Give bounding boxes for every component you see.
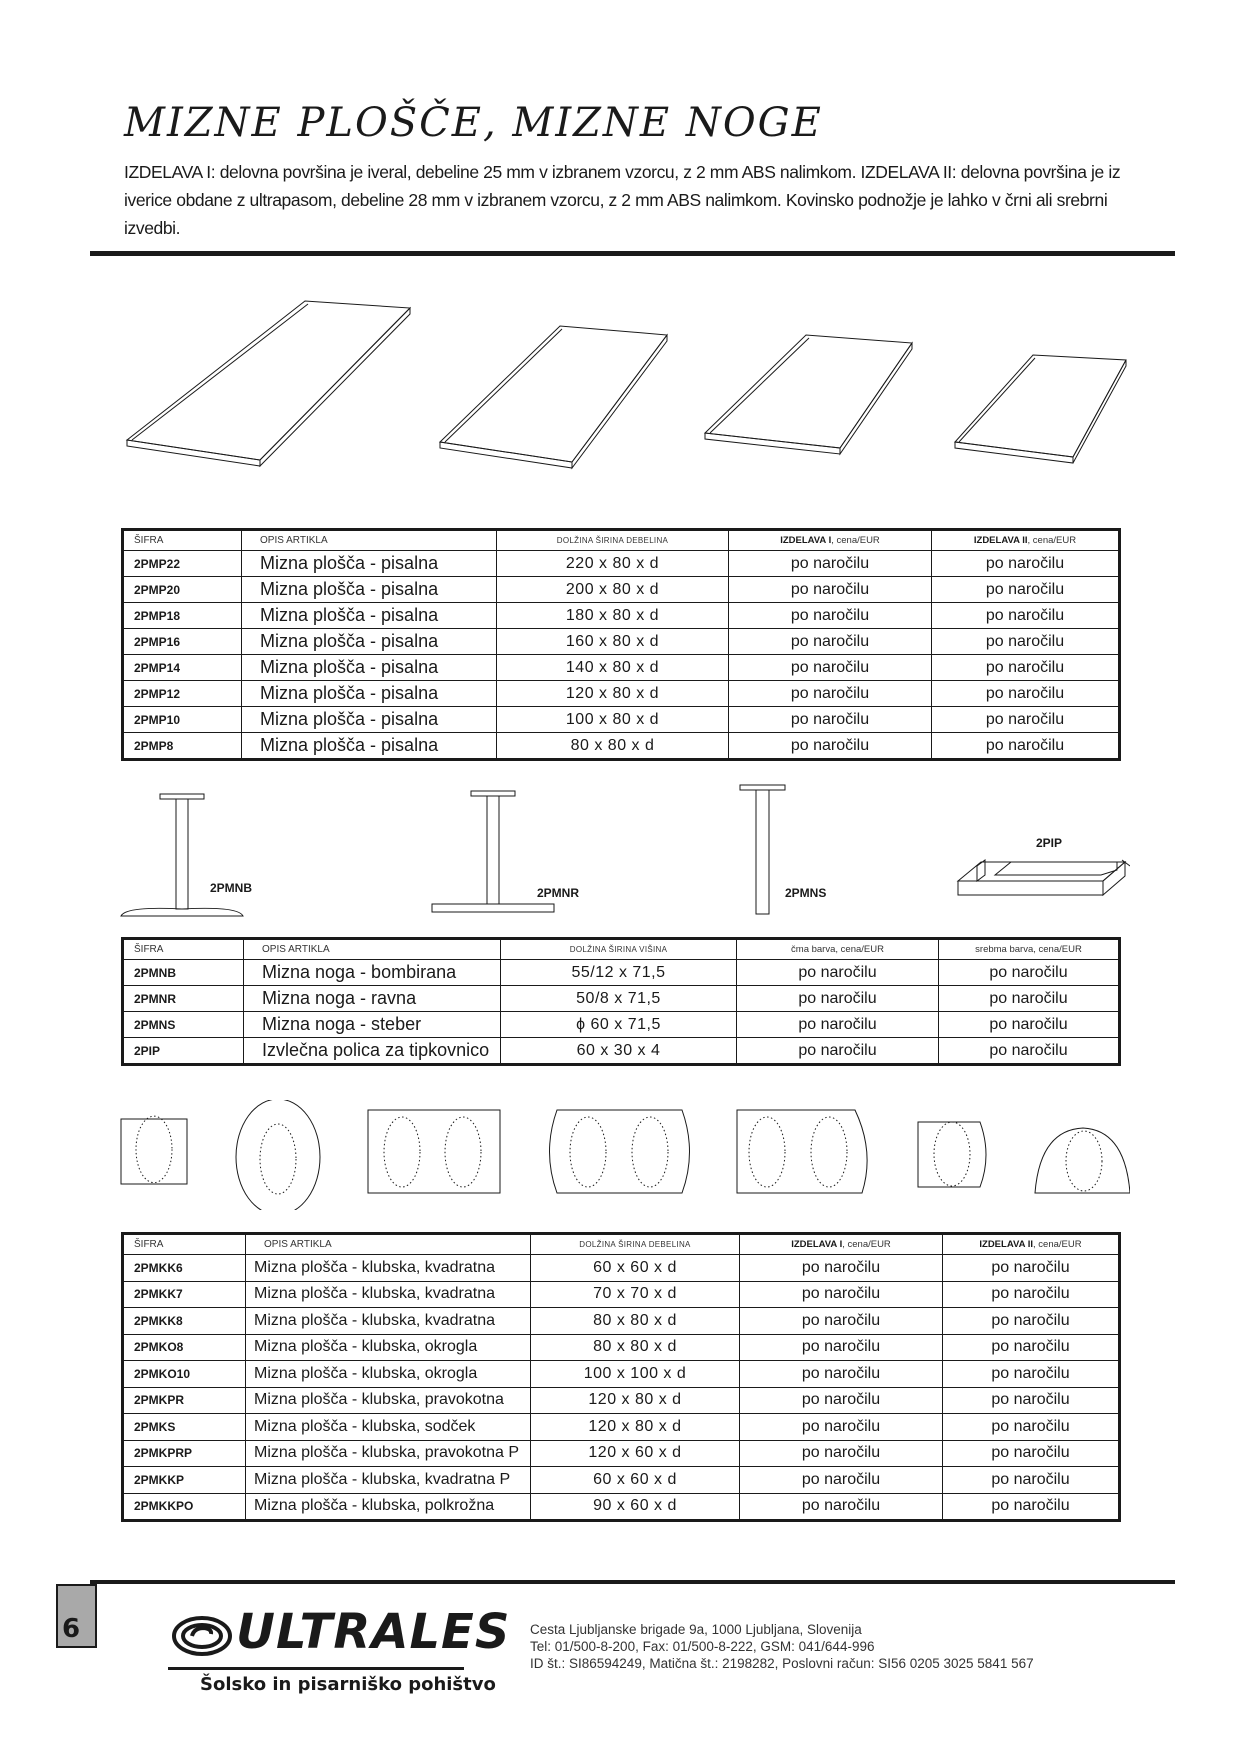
table-header-row (123, 939, 1120, 960)
item-code: 2PMNR (123, 986, 244, 1012)
ultrales-logo-icon (170, 1612, 234, 1660)
item-description: Mizna plošča - klubska, pravokotna P (246, 1440, 531, 1467)
header-rule (90, 251, 1175, 256)
item-dimensions: 100 x 80 x d (497, 707, 729, 733)
item-price-2: po naročilu (943, 1493, 1120, 1521)
contact-ids: ID št.: SI86594249, Matična št.: 2198282, Poslovni račun: SI56 0205 3025 5841 567 (530, 1656, 1034, 1671)
item-price-1: po naročilu (740, 1255, 943, 1282)
item-price-2: po naročilu (932, 733, 1120, 760)
brand-underline (168, 1667, 464, 1670)
item-price-1: po naročilu (740, 1440, 943, 1467)
item-price-2: po naročilu (932, 681, 1120, 707)
item-price-1: po naročilu (740, 1308, 943, 1335)
shape-semicircle (1035, 1128, 1130, 1193)
item-price-2: po naročilu (943, 1414, 1120, 1441)
item-description: Mizna noga - bombirana (244, 960, 501, 986)
shape-rectangle-p (737, 1110, 867, 1193)
table-row (123, 577, 1120, 603)
item-dimensions: 100 x 100 x d (531, 1361, 740, 1388)
table-row (123, 707, 1120, 733)
item-description: Mizna plošča - pisalna (242, 655, 497, 681)
item-dimensions: 70 x 70 x d (531, 1281, 740, 1308)
item-dimensions: 140 x 80 x d (497, 655, 729, 681)
table-row (123, 551, 1120, 577)
item-code: 2PMP14 (123, 655, 242, 681)
item-description: Mizna noga - ravna (244, 986, 501, 1012)
table-top-drawing (440, 326, 667, 468)
item-dimensions: 180 x 80 x d (497, 603, 729, 629)
item-description: Mizna plošča - pisalna (242, 733, 497, 760)
item-description: Mizna plošča - klubska, okrogla (246, 1334, 531, 1361)
item-dimensions: 90 x 60 x d (531, 1493, 740, 1521)
page-number: 6 (62, 1614, 81, 1644)
table-top-drawing (955, 355, 1126, 463)
item-price-2: po naročilu (939, 1012, 1120, 1038)
item-dimensions: 120 x 80 x d (531, 1387, 740, 1414)
table-row (123, 1012, 1120, 1038)
club-top-shapes (100, 1100, 1130, 1210)
contact-address: Cesta Ljubljanske brigade 9a, 1000 Ljubljana, Slovenija (530, 1622, 862, 1637)
item-price-1: po naročilu (740, 1467, 943, 1494)
item-description: Mizna noga - steber (244, 1012, 501, 1038)
item-price-2: po naročilu (932, 577, 1120, 603)
table-row (123, 1334, 1120, 1361)
item-code: 2PMKK8 (123, 1308, 246, 1335)
item-code: 2PMKPRP (123, 1440, 246, 1467)
header-price1: IZDELAVA I, cena/EUR (729, 530, 932, 551)
item-code: 2PMP20 (123, 577, 242, 603)
shape-rectangle (368, 1110, 500, 1193)
item-price-1: po naročilu (729, 655, 932, 681)
item-code: 2PMNS (123, 1012, 244, 1038)
item-code: 2PMP10 (123, 707, 242, 733)
item-description: Mizna plošča - pisalna (242, 577, 497, 603)
shape-round (236, 1100, 320, 1210)
item-code: 2PMP18 (123, 603, 242, 629)
header-code: ŠIFRA (123, 939, 244, 960)
brand-name: ULTRALES (236, 1604, 511, 1660)
item-price-1: po naročilu (740, 1493, 943, 1521)
page-number-box (56, 1584, 97, 1648)
legs-drawings (100, 780, 1130, 930)
item-dimensions: 220 x 80 x d (497, 551, 729, 577)
item-dimensions: 120 x 60 x d (531, 1440, 740, 1467)
item-code: 2PMKO8 (123, 1334, 246, 1361)
header-price1: IZDELAVA I, cena/EUR (740, 1234, 943, 1255)
item-description: Izvlečna polica za tipkovnico (244, 1038, 501, 1065)
item-description: Mizna plošča - klubska, okrogla (246, 1361, 531, 1388)
table-header-row (123, 530, 1120, 551)
header-price1: čma barva, cena/EUR (737, 939, 939, 960)
table-row (123, 681, 1120, 707)
item-price-2: po naročilu (932, 551, 1120, 577)
table-row (123, 1387, 1120, 1414)
intro-text: IZDELAVA I: delovna površina je iveral, debeline 25 mm v izbranem vzorcu, z 2 mm ABS nalimkom. IZDELAVA II: delovna površina je iz iverice obdane z ultrapasom, debeline 28 mm v izbranem vzorcu, z 2 mm ABS nalimkom. Kovinsko podnožje je lahko v črni ali srebrni izvedbi. (124, 162, 1121, 238)
contact-phones: Tel: 01/500-8-200, Fax: 01/500-8-222, GSM: 041/644-996 (530, 1639, 875, 1654)
item-description: Mizna plošča - klubska, kvadratna (246, 1308, 531, 1335)
item-price-1: po naročilu (737, 1012, 939, 1038)
item-description: Mizna plošča - pisalna (242, 551, 497, 577)
table-top-drawing (705, 335, 912, 454)
item-code: 2PMKKP (123, 1467, 246, 1494)
item-price-2: po naročilu (932, 629, 1120, 655)
item-price-1: po naročilu (729, 733, 932, 760)
item-code: 2PMKS (123, 1414, 246, 1441)
item-description: Mizna plošča - pisalna (242, 603, 497, 629)
table-legs (121, 937, 1121, 1066)
leg-bombirana-drawing (121, 794, 243, 916)
item-price-2: po naročilu (943, 1334, 1120, 1361)
shape-barrel (550, 1110, 690, 1193)
header-code: ŠIFRA (123, 530, 242, 551)
item-price-2: po naročilu (939, 986, 1120, 1012)
table-row (123, 1281, 1120, 1308)
header-desc: OPIS ARTIKLA (244, 939, 501, 960)
table-header-row (123, 1234, 1120, 1255)
table-club-tops (121, 1232, 1121, 1522)
item-description: Mizna plošča - klubska, polkrožna (246, 1493, 531, 1521)
item-code: 2PMNB (123, 960, 244, 986)
table-row (123, 1414, 1120, 1441)
item-price-1: po naročilu (737, 986, 939, 1012)
item-description: Mizna plošča - pisalna (242, 681, 497, 707)
leg-steber-drawing (740, 785, 785, 914)
table-top-drawings (100, 280, 1130, 480)
header-price2: srebma barva, cena/EUR (939, 939, 1120, 960)
header-price2: IZDELAVA II, cena/EUR (943, 1234, 1120, 1255)
table-row (123, 1493, 1120, 1521)
header-desc: OPIS ARTIKLA (246, 1234, 531, 1255)
table-row (123, 1255, 1120, 1282)
header-code: ŠIFRA (123, 1234, 246, 1255)
item-dimensions: 80 x 80 x d (531, 1308, 740, 1335)
item-price-1: po naročilu (729, 551, 932, 577)
table-row (123, 960, 1120, 986)
item-code: 2PMKK6 (123, 1255, 246, 1282)
item-description: Mizna plošča - pisalna (242, 707, 497, 733)
header-desc: OPIS ARTIKLA (242, 530, 497, 551)
table-writing-tops (121, 528, 1121, 761)
header-dims: DOLŽINA ŠIRINA DEBELINA (497, 530, 729, 551)
item-description: Mizna plošča - klubska, pravokotna (246, 1387, 531, 1414)
item-price-2: po naročilu (943, 1440, 1120, 1467)
table-row (123, 986, 1120, 1012)
leg-label-bombirana: 2PMNB (210, 881, 253, 895)
keyboard-shelf-drawing (958, 860, 1130, 895)
item-dimensions: 120 x 80 x d (531, 1414, 740, 1441)
item-description: Mizna plošča - klubska, kvadratna (246, 1255, 531, 1282)
header-dims: DOLŽINA ŠIRINA DEBELINA (531, 1234, 740, 1255)
item-price-2: po naročilu (932, 603, 1120, 629)
item-dimensions: 80 x 80 x d (531, 1334, 740, 1361)
leg-ravna-drawing (432, 791, 554, 912)
item-dimensions: ϕ 60 x 71,5 (501, 1012, 737, 1038)
leg-label-ravna: 2PMNR (537, 886, 580, 900)
item-price-1: po naročilu (729, 577, 932, 603)
header-dims: DOLŽINA ŠIRINA VIŠINA (501, 939, 737, 960)
item-price-1: po naročilu (740, 1361, 943, 1388)
item-price-2: po naročilu (943, 1281, 1120, 1308)
item-dimensions: 60 x 30 x 4 (501, 1038, 737, 1065)
table-top-drawing (127, 301, 410, 466)
item-price-2: po naročilu (943, 1255, 1120, 1282)
item-price-1: po naročilu (740, 1334, 943, 1361)
item-price-1: po naročilu (729, 681, 932, 707)
shape-square-small (121, 1116, 187, 1184)
leg-label-steber: 2PMNS (785, 886, 827, 900)
item-description: Mizna plošča - klubska, sodček (246, 1414, 531, 1441)
item-price-1: po naročilu (737, 960, 939, 986)
item-price-2: po naročilu (943, 1361, 1120, 1388)
item-dimensions: 50/8 x 71,5 (501, 986, 737, 1012)
item-price-2: po naročilu (932, 707, 1120, 733)
item-description: Mizna plošča - klubska, kvadratna P (246, 1467, 531, 1494)
item-price-1: po naročilu (740, 1281, 943, 1308)
table-row (123, 655, 1120, 681)
contact-info (530, 1621, 1034, 1672)
shelf-label: 2PIP (1036, 836, 1063, 850)
item-code: 2PMP8 (123, 733, 242, 760)
table-row (123, 733, 1120, 760)
item-dimensions: 200 x 80 x d (497, 577, 729, 603)
item-price-2: po naročilu (939, 960, 1120, 986)
table-row (123, 1308, 1120, 1335)
item-price-2: po naročilu (939, 1038, 1120, 1065)
item-dimensions: 55/12 x 71,5 (501, 960, 737, 986)
item-price-1: po naročilu (729, 707, 932, 733)
item-price-1: po naročilu (729, 629, 932, 655)
table-row (123, 629, 1120, 655)
item-price-1: po naročilu (740, 1414, 943, 1441)
table-row (123, 1440, 1120, 1467)
table-row (123, 1361, 1120, 1388)
item-code: 2PIP (123, 1038, 244, 1065)
item-price-1: po naročilu (729, 603, 932, 629)
header-price2: IZDELAVA II, cena/EUR (932, 530, 1120, 551)
item-dimensions: 60 x 60 x d (531, 1467, 740, 1494)
item-price-2: po naročilu (932, 655, 1120, 681)
item-code: 2PMP16 (123, 629, 242, 655)
item-dimensions: 60 x 60 x d (531, 1255, 740, 1282)
footer-rule (90, 1580, 1175, 1584)
table-row (123, 1467, 1120, 1494)
shape-square-p (918, 1122, 986, 1187)
item-description: Mizna plošča - pisalna (242, 629, 497, 655)
item-code: 2PMKO10 (123, 1361, 246, 1388)
item-price-1: po naročilu (740, 1387, 943, 1414)
item-price-2: po naročilu (943, 1467, 1120, 1494)
item-code: 2PMKK7 (123, 1281, 246, 1308)
item-price-1: po naročilu (737, 1038, 939, 1065)
page-title: MIZNE PLOŠČE, MIZNE NOGE (124, 100, 823, 146)
table-row (123, 603, 1120, 629)
item-price-2: po naročilu (943, 1308, 1120, 1335)
item-code: 2PMP22 (123, 551, 242, 577)
item-price-2: po naročilu (943, 1387, 1120, 1414)
brand-tagline: Šolsko in pisarniško pohištvo (200, 1674, 496, 1695)
item-code: 2PMKPR (123, 1387, 246, 1414)
item-dimensions: 160 x 80 x d (497, 629, 729, 655)
item-dimensions: 80 x 80 x d (497, 733, 729, 760)
item-description: Mizna plošča - klubska, kvadratna (246, 1281, 531, 1308)
item-code: 2PMKKPO (123, 1493, 246, 1521)
item-code: 2PMP12 (123, 681, 242, 707)
table-row (123, 1038, 1120, 1065)
item-dimensions: 120 x 80 x d (497, 681, 729, 707)
